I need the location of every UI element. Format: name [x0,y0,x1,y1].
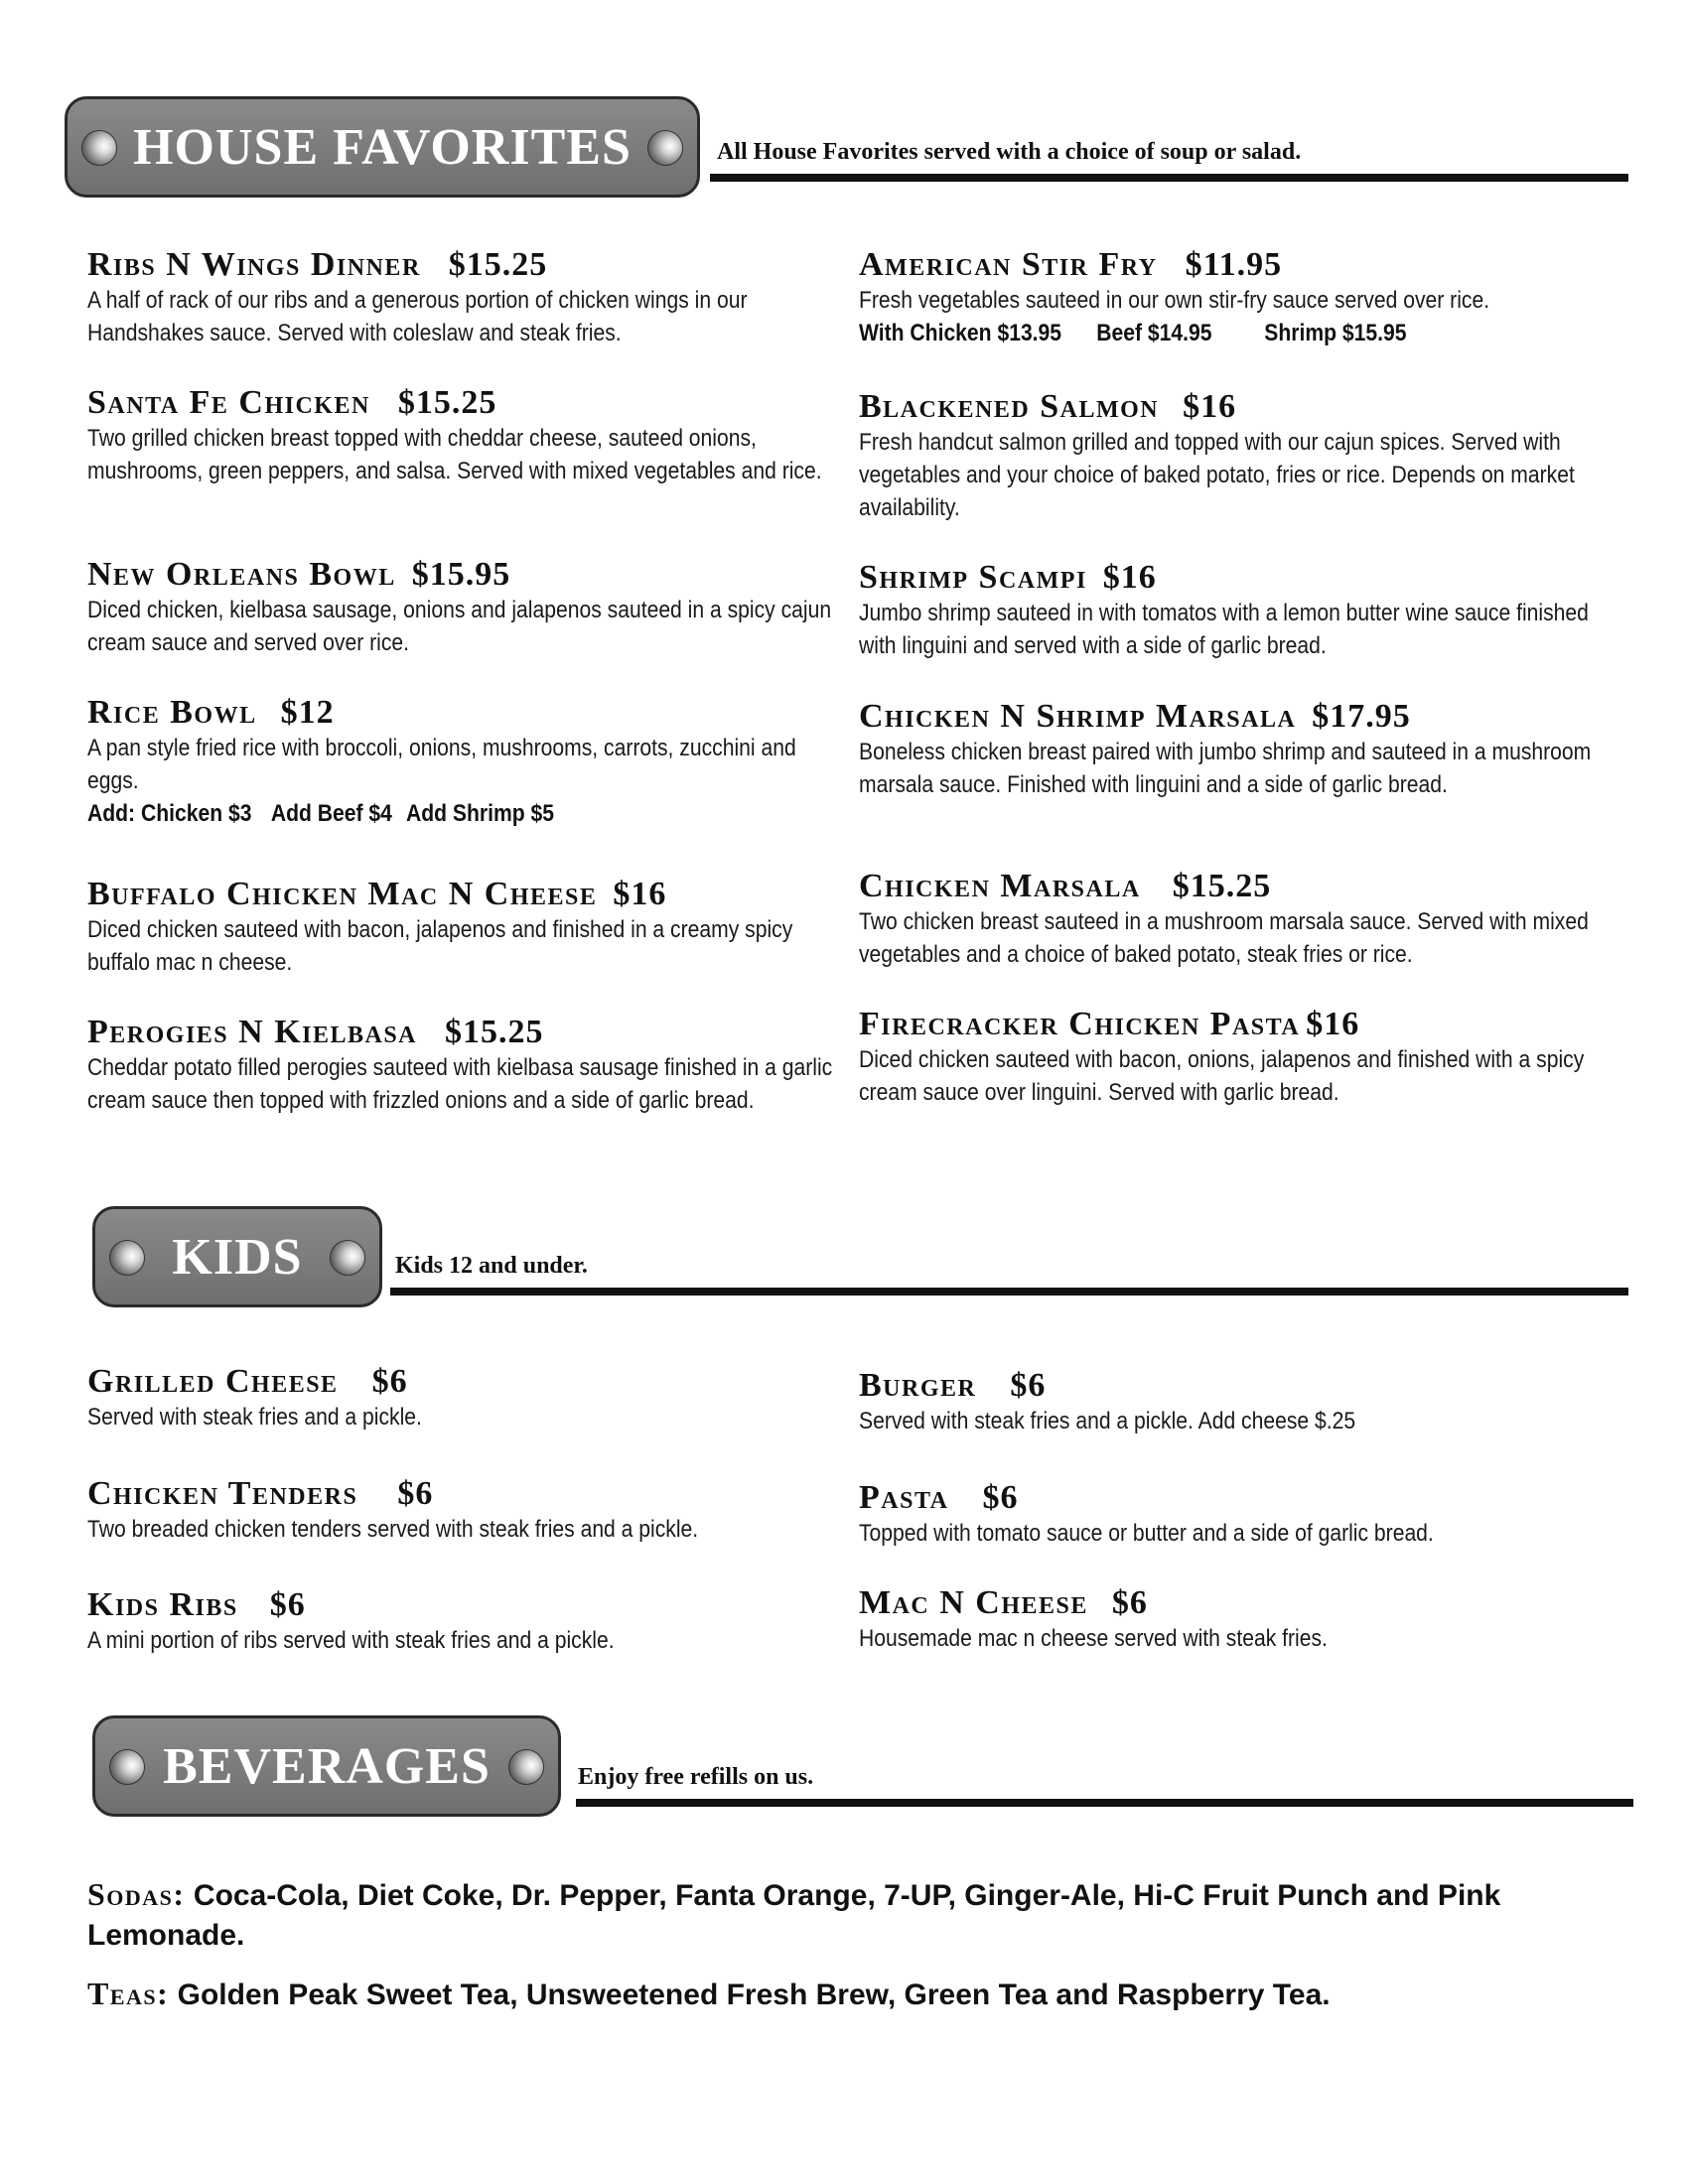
item-description: Boneless chicken breast paired with jumbo shrimp and sauteed in a mushroom marsala sauce. Finished with linguini and a side of garlic bread. [859,739,1592,798]
item-price: $11.95 [1185,246,1283,283]
menu-item [87,556,842,659]
item-description: Diced chicken, kielbasa sausage, onions and jalapenos sauteed in a spicy cajun cream sauce and served over rice. [87,597,832,656]
item-name: Rice Bowl [87,694,257,731]
menu-item [859,1479,1614,1550]
bullet-icon [330,1240,365,1276]
item-name: Ribs N Wings Dinner [87,246,421,283]
teas-line [87,1974,1527,2015]
section-rule [576,1799,1633,1807]
item-price: $16 [1102,559,1157,596]
menu-item [87,246,842,349]
item-name: Mac N Cheese [859,1584,1088,1621]
menu-item [87,1475,842,1546]
item-description: Served with steak fries and a pickle. [87,1404,422,1431]
item-addons [859,317,1616,349]
bullet-icon [109,1749,145,1785]
item-description: Cheddar potato filled perogies sauteed with kielbasa sausage finished in a garlic cream sauce then topped with frizzled onions and a side of garlic bread. [87,1054,833,1114]
item-description: Topped with tomato sauce or butter and a side of garlic bread. [859,1520,1434,1547]
item-price: $6 [1111,1584,1148,1621]
section-title: BEVERAGES [163,1737,491,1795]
menu-item [87,384,842,487]
addon-option: Shrimp $15.95 [1264,320,1407,346]
menu-item [87,876,842,979]
section-tagline: Kids 12 and under. [395,1253,588,1279]
item-name: Santa Fe Chicken [87,384,370,421]
item-price: $15.25 [445,1014,544,1050]
item-price: $6 [982,1479,1019,1516]
item-price: $6 [269,1586,306,1623]
item-price: $15.25 [397,384,497,421]
item-price: $6 [397,1475,434,1512]
menu-item [859,698,1614,801]
addon-option: Add Beef $4 [270,800,392,827]
beverages-header [92,1715,561,1817]
item-description: Diced chicken sauteed with bacon, jalapenos and finished in a creamy spicy buffalo mac n cheese. [87,916,793,976]
addon-option: Add: Chicken $3 [87,800,252,827]
item-name: American Stir Fry [859,246,1158,283]
kids-header [92,1206,382,1307]
menu-item [87,694,842,830]
item-price: $15.25 [1172,868,1272,904]
sodas-list: Coca-Cola, Diet Coke, Dr. Pepper, Fanta Orange, 7-UP, Ginger-Ale, Hi-C Fruit Punch and Pink Lemonade. [87,1879,1501,1952]
sodas-label: Sodas: [87,1876,186,1912]
item-name: Buffalo Chicken Mac N Cheese [87,876,598,912]
section-tagline: Enjoy free refills on us. [578,1764,814,1790]
item-description: A pan style fried rice with broccoli, onions, mushrooms, carrots, zucchini and eggs. [87,735,796,794]
menu-item [859,246,1614,349]
item-name: Shrimp Scampi [859,559,1087,596]
item-name: Chicken Tenders [87,1475,358,1512]
menu-item [859,868,1614,971]
item-price: $15.95 [411,556,511,593]
item-name: Blackened Salmon [859,388,1160,425]
item-description: Two chicken breast sauteed in a mushroom marsala sauce. Served with mixed vegetables and a choice of baked potato, steak fries or rice. [859,908,1589,968]
item-price: $6 [371,1363,408,1400]
teas-label: Teas: [87,1976,170,2011]
item-name: Firecracker Chicken Pasta [859,1006,1301,1042]
bullet-icon [647,130,683,166]
item-name: Pasta [859,1479,949,1516]
item-description: A half of rack of our ribs and a generous portion of chicken wings in our Handshakes sauce. Served with coleslaw and steak fries. [87,287,748,346]
item-price: $17.95 [1312,698,1411,735]
menu-item [859,388,1614,524]
menu-item [87,1014,842,1117]
item-addons [87,797,844,830]
item-description: Housemade mac n cheese served with steak fries. [859,1625,1328,1652]
section-title: HOUSE FAVORITES [133,118,632,176]
house-favorites-header [65,96,700,198]
bullet-icon [81,130,117,166]
menu-item [87,1363,842,1433]
item-price: $15.25 [448,246,548,283]
item-description: Diced chicken sauteed with bacon, onions, jalapenos and finished with a spicy cream sauce over linguini. Served with garlic bread. [859,1046,1585,1106]
bullet-icon [109,1240,145,1276]
sodas-line [87,1874,1527,1956]
section-rule [390,1288,1628,1296]
item-price: $12 [280,694,335,731]
addon-option: Add Shrimp $5 [405,800,555,827]
item-description: Fresh handcut salmon grilled and topped with our cajun spices. Served with vegetables and your choice of baked potato, fries or rice. Depends on market availability. [859,429,1575,521]
item-price: $16 [1183,388,1237,425]
item-description: Served with steak fries and a pickle. Add cheese $.25 [859,1408,1356,1434]
section-tagline: All House Favorites served with a choice of soup or salad. [717,139,1302,165]
item-description: Jumbo shrimp sauteed in with tomatos with a lemon butter wine sauce finished with linguini and served with a side of garlic bread. [859,600,1589,659]
menu-item [859,1584,1614,1655]
teas-list: Golden Peak Sweet Tea, Unsweetened Fresh Brew, Green Tea and Raspberry Tea. [177,1979,1331,2011]
item-price: $6 [1010,1367,1047,1404]
item-description: Two grilled chicken breast topped with cheddar cheese, sauteed onions, mushrooms, green peppers, and salsa. Served with mixed vegetables and rice. [87,425,822,484]
addon-option: With Chicken $13.95 [859,320,1062,346]
item-price: $16 [613,876,667,912]
menu-item [87,1586,842,1657]
menu-item [859,559,1614,662]
item-name: Chicken Marsala [859,868,1141,904]
item-price: $16 [1306,1006,1360,1042]
item-description: Two breaded chicken tenders served with steak fries and a pickle. [87,1516,699,1543]
item-name: Kids Ribs [87,1586,238,1623]
item-name: Perogies N Kielbasa [87,1014,418,1050]
menu-item [859,1006,1614,1109]
section-rule [710,174,1628,182]
bullet-icon [508,1749,544,1785]
item-description: Fresh vegetables sauteed in our own stir-fry sauce served over rice. [859,287,1490,314]
section-title: KIDS [172,1228,303,1286]
item-name: Grilled Cheese [87,1363,339,1400]
item-description: A mini portion of ribs served with steak fries and a pickle. [87,1627,615,1654]
addon-option: Beef $14.95 [1096,320,1212,346]
menu-item [859,1367,1614,1437]
item-name: Burger [859,1367,977,1404]
item-name: New Orleans Bowl [87,556,396,593]
item-name: Chicken N Shrimp Marsala [859,698,1297,735]
